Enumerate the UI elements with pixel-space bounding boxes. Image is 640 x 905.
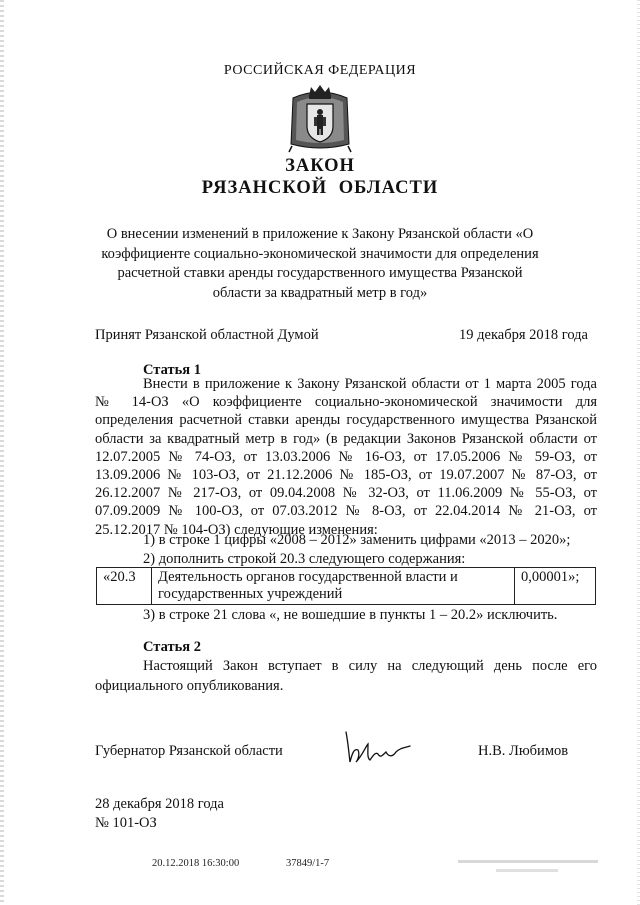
article-2-text: Настоящий Закон вступает в силу на следующий день после его официального опубликования. bbox=[95, 658, 597, 694]
activity-cell: Деятельность органов государственной власти и государственных учреждений bbox=[152, 568, 515, 605]
footer-timestamp: 20.12.2018 16:30:00 bbox=[152, 858, 240, 869]
law-subject: О внесении изменений в приложение к Закону Рязанской области «О коэффициенте социально-экономической значимости для определения расчетной ставки аренды государственного имущества Рязанской области за квадратный метр в год» bbox=[101, 226, 539, 301]
country-heading: РОССИЙСКАЯ ФЕДЕРАЦИЯ bbox=[223, 63, 417, 78]
article-1-intro: Внести в приложение к Закону Рязанской области от 1 марта 2005 года № 14-ОЗ «О коэффициенте социально-экономической значимости для определения расчетной ставки аренды государственного имущества Рязанской области за квадратный метр в год» (в редакции Законов Рязанской области от 12.07.2005 № 74-ОЗ, от 13.03.2006 № 16-ОЗ, от 17.05.2006 № 59-ОЗ, от 13.09.2006 № 103-ОЗ, от 21.12.2006 № 185-ОЗ, от 19.07.2007 № 87-ОЗ, от 26.12.2007 № 217-ОЗ, от 09.04.2008 № 32-ОЗ, от 11.06.2009 № 55-ОЗ, от 07.09.2009 № 100-ОЗ, от 07.03.2012 № 8-ОЗ, от 22.04.2014 № 21-ОЗ, от 25.12.2017 № 104-ОЗ) следующие изменения: bbox=[95, 376, 597, 538]
article-2-heading: Статья 2 bbox=[143, 639, 201, 655]
row-number-cell: «20.3 bbox=[97, 568, 152, 605]
amendment-item-3: 3) в строке 21 слова «, не вошедшие в пункты 1 – 20.2» исключить. bbox=[143, 607, 558, 623]
article-1-heading: Статья 1 bbox=[143, 362, 201, 378]
law-number: № 101-ОЗ bbox=[95, 815, 157, 831]
signing-date: 28 декабря 2018 года bbox=[95, 796, 224, 812]
amendment-item-2: 2) дополнить строкой 20.3 следующего содержания: bbox=[143, 551, 466, 567]
coefficient-cell: 0,00001»; bbox=[515, 568, 596, 605]
adopted-by: Принят Рязанской областной Думой bbox=[95, 327, 319, 343]
region-title: РЯЗАНСКОЙ ОБЛАСТИ bbox=[201, 178, 439, 198]
signatory-name: Н.В. Любимов bbox=[478, 743, 569, 759]
adoption-date: 19 декабря 2018 года bbox=[459, 327, 588, 343]
footer-reg-number: 37849/1-7 bbox=[286, 858, 330, 869]
amendment-table bbox=[96, 567, 596, 605]
document-type-title: ЗАКОН bbox=[285, 156, 355, 176]
scan-edge-left bbox=[0, 0, 4, 905]
faint-stamp-mark bbox=[456, 855, 606, 877]
amendment-item-1: 1) в строке 1 цифры «2008 – 2012» заменить цифрами «2013 – 2020»; bbox=[143, 532, 571, 548]
table-row bbox=[97, 568, 596, 605]
coat-of-arms-icon bbox=[287, 82, 353, 154]
handwritten-signature bbox=[340, 728, 414, 768]
signatory-position: Губернатор Рязанской области bbox=[95, 743, 283, 759]
